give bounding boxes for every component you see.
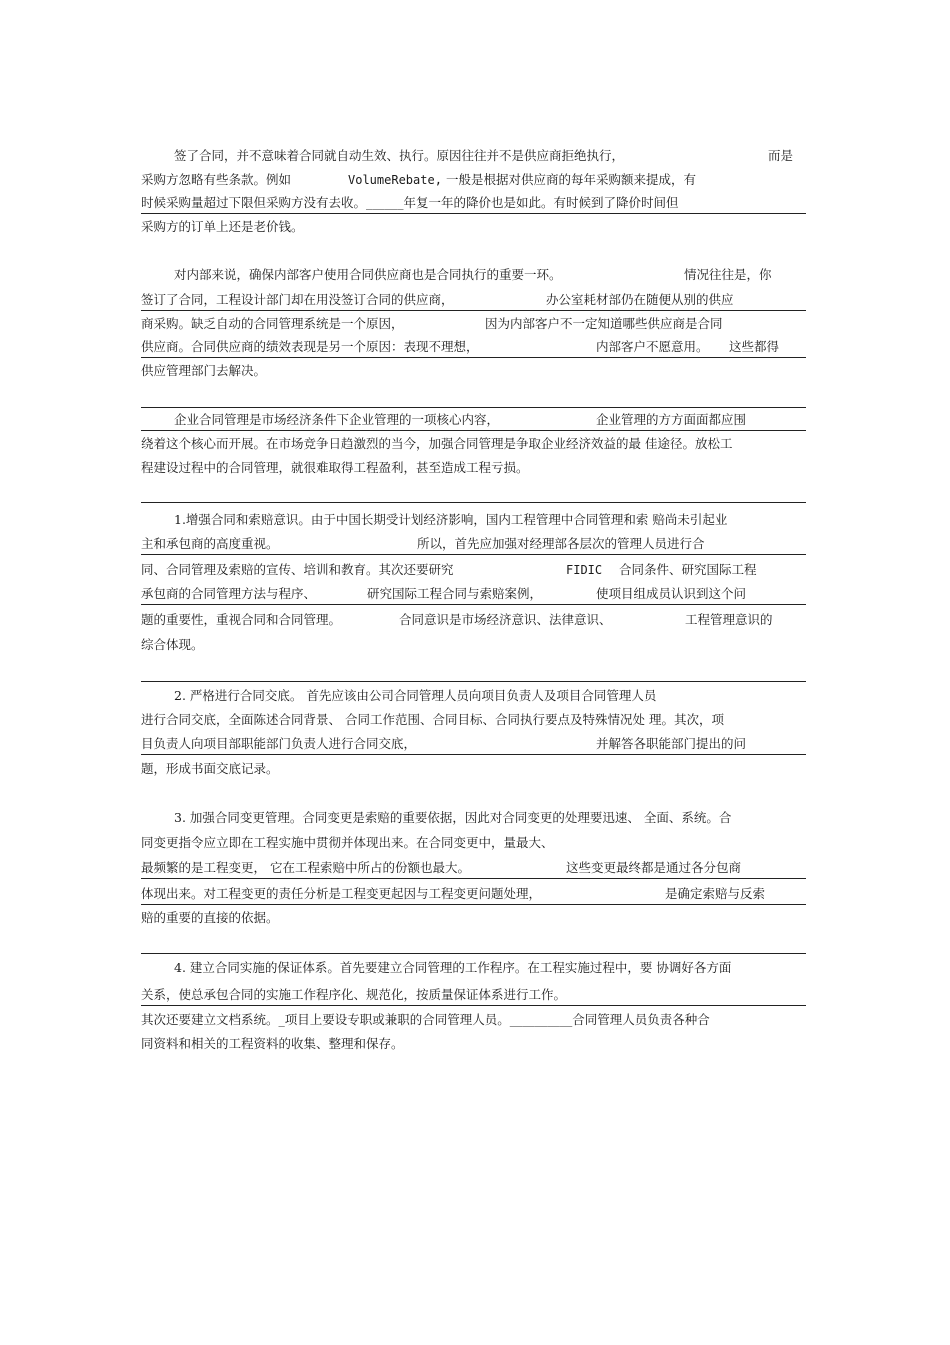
text-segment: 情况往往是，你 (684, 267, 772, 282)
p2-line-3 (141, 314, 806, 334)
text-segment: 绕着这个核心而开展。在市场竞争日趋激烈的当今，加强合同管理是争取企业经济效益的最 佳途径。放松工 (141, 436, 733, 451)
text-segment: VolumeRebate, (348, 173, 442, 187)
text-segment: 企业管理的方方面面都应围 (596, 412, 747, 427)
text-segment: 签了合同，并不意味着合同就自动生效、执行。原因往往并不是供应商拒绝执行， (174, 148, 625, 163)
text-segment: 对内部来说，确保内部客户使用合同供应商也是合同执行的重要一环。 (174, 267, 562, 282)
p1-line-3 (141, 193, 806, 214)
text-segment: 主和承包商的高度重视。 (141, 536, 279, 551)
text-segment: 采购方忽略有些条款。例如 (141, 172, 292, 187)
text-segment: 办公室耗材部仍在随便从别的供应 (546, 292, 734, 307)
text-segment: 并解答各职能部门提出的问 (596, 736, 747, 751)
text-segment: 因为内部客户不一定知道哪些供应商是合同 (485, 316, 723, 331)
p1-line-2 (141, 170, 806, 190)
text-segment: 1.增强合同和索赔意识。由于中国长期受计划经济影响，国内工程管理中合同管理和索 赔尚未引起业 (174, 512, 728, 527)
p1-line-4 (141, 217, 806, 237)
text-segment: 2. 严格进行合同交底。 首先应该由公司合同管理人员向项目负责人及项目合同管理人员 (174, 688, 657, 703)
text-segment: 目负责人向项目部职能部门负责人进行合同交底， (141, 736, 417, 751)
p4-line-1 (141, 510, 806, 530)
text-segment: 同资料和相关的工程资料的收集、整理和保存。 (141, 1036, 404, 1051)
text-segment: 企业合同管理是市场经济条件下企业管理的一项核心内容， (174, 412, 500, 427)
p4-line-3 (141, 560, 806, 580)
text-segment: 采购方的订单上还是老价钱。 (141, 219, 304, 234)
text-segment: 承包商的合同管理方法与程序、 (141, 586, 317, 601)
p3-line-2 (141, 434, 806, 454)
text-segment: 使项目组成员认识到这个问 (596, 586, 747, 601)
text-segment: 最频繁的是工程变更， 它在工程索赔中所占的份额也最大。 (141, 860, 470, 875)
p6-line-1 (141, 808, 806, 828)
text-segment: 所以，首先应加强对经理部各层次的管理人员进行合 (417, 536, 705, 551)
p5-line-3 (141, 734, 806, 755)
text-segment: 这些都得 (729, 339, 780, 354)
text-segment: 研究国际工程合同与索赔案例， (367, 586, 543, 601)
text-segment: 3. 加强合同变更管理。合同变更是索赔的重要依据，因此对合同变更的处理要迅速、 全面、系统。合 (174, 810, 732, 825)
text-segment: 同、合同管理及索赔的宣传、培训和教育。其次还要研究 (141, 562, 454, 577)
text-segment: 体现出来。对工程变更的责任分析是工程变更起因与工程变更问题处理， (141, 886, 542, 901)
divider (141, 953, 806, 954)
p2-line-1 (141, 265, 806, 285)
text-segment: 同变更指令应立即在工程实施中贯彻并体现出来。在合同变更中，量最大、 (141, 835, 554, 850)
p1-line-1 (141, 146, 806, 166)
p3-line-3 (141, 458, 806, 478)
text-segment: 供应商。合同供应商的绩效表现是另一个原因：表现不理想， (141, 339, 479, 354)
text-segment: 商采购。缺乏自动的合同管理系统是一个原因， (141, 316, 404, 331)
text-segment: FIDIC (566, 563, 603, 577)
text-segment: 供应管理部门去解决。 (141, 363, 267, 378)
text-segment: 而是 (768, 148, 794, 163)
text-segment: 一般是根据对供应商的每年采购额来提成，有 (446, 172, 697, 187)
p6-line-4 (141, 884, 806, 905)
p2-line-4 (141, 337, 806, 358)
p3-line-1 (141, 410, 806, 431)
text-segment: 合同条件、研究国际工程 (619, 562, 757, 577)
p6-line-2 (141, 833, 806, 853)
p6-line-5 (141, 908, 806, 928)
p2-line-5 (141, 361, 806, 381)
text-segment: 程建设过程中的合同管理，就很难取得工程盈利，甚至造成工程亏损。 (141, 460, 529, 475)
text-segment: 赔的重要的直接的依据。 (141, 910, 279, 925)
text-segment: 签订了合同，工程设计部门却在用没签订合同的供应商， (141, 292, 454, 307)
p7-line-1 (141, 958, 806, 978)
p5-line-1 (141, 686, 806, 706)
text-segment: 内部客户不愿意用。 (596, 339, 709, 354)
p7-line-2 (141, 985, 806, 1006)
divider (141, 407, 806, 408)
text-segment: 关系，使总承包合同的实施工作程序化、规范化，按质量保证体系进行工作。 (141, 987, 567, 1002)
p4-line-6 (141, 635, 806, 655)
divider (141, 681, 806, 682)
p2-line-2 (141, 290, 806, 311)
text-segment: 这些变更最终都是通过各分包商 (566, 860, 742, 875)
p7-line-4 (141, 1034, 806, 1054)
p7-line-3 (141, 1010, 806, 1030)
p4-line-4 (141, 584, 806, 605)
p5-line-2 (141, 710, 806, 730)
text-segment: 综合体现。 (141, 637, 204, 652)
text-segment: 题，形成书面交底记录。 (141, 761, 279, 776)
text-segment: 是确定索赔与反索 (665, 886, 766, 901)
text-segment: 工程管理意识的 (685, 612, 773, 627)
text-segment: 合同意识是市场经济意识、法律意识、 (399, 612, 612, 627)
text-segment: 时候采购量超过下限但采购方没有去收。______年复一年的降价也是如此。有时候到了降价时间但 (141, 195, 679, 210)
text-segment: 4. 建立合同实施的保证体系。首先要建立合同管理的工作程序。在工程实施过程中，要 协调好各方面 (174, 960, 732, 975)
text-segment: 其次还要建立文档系统。_项目上要设专职或兼职的合同管理人员。__________合同管理人员负责各种合 (141, 1012, 710, 1027)
p5-line-4 (141, 759, 806, 779)
p6-line-3 (141, 858, 806, 879)
text-segment: 题的重要性，重视合同和合同管理。 (141, 612, 342, 627)
divider (141, 502, 806, 503)
p4-line-5 (141, 610, 806, 630)
text-segment: 进行合同交底，全面陈述合同背景、 合同工作范围、合同目标、合同执行要点及特殊情况处 理。其次，项 (141, 712, 724, 727)
p4-line-2 (141, 534, 806, 555)
